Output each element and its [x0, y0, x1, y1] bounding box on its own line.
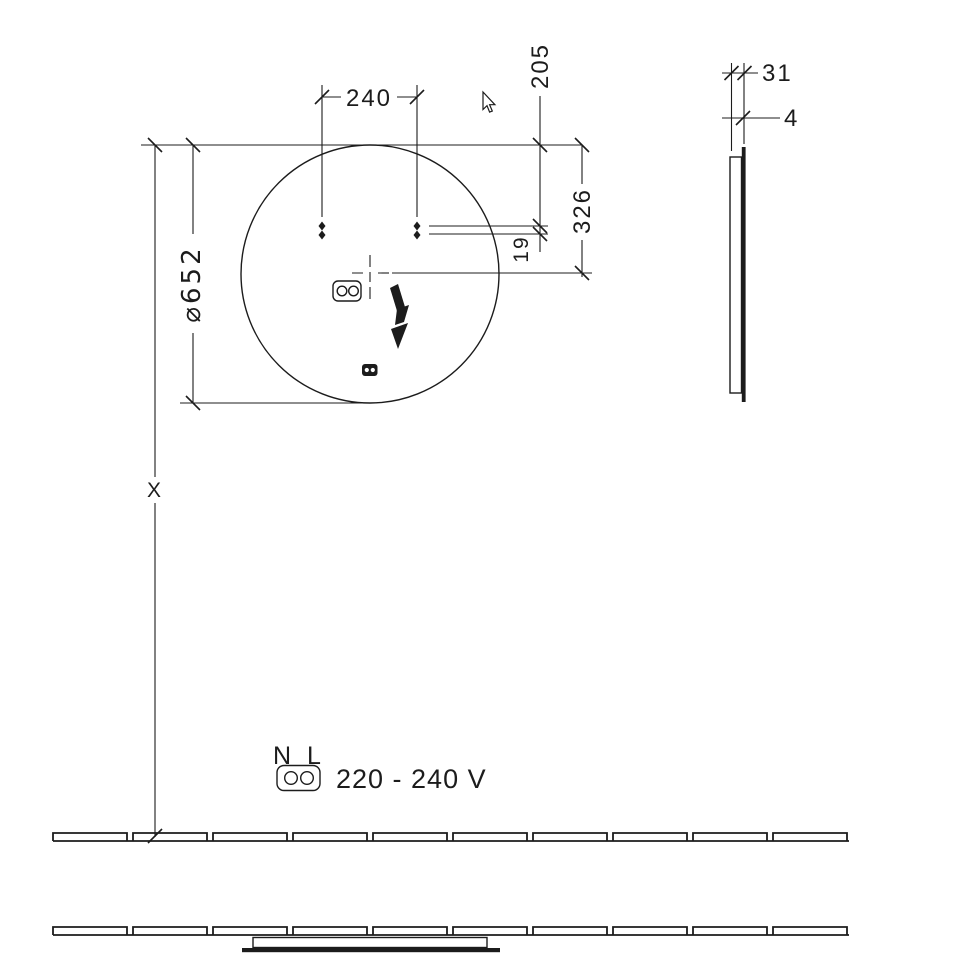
dim-glass-thickness [722, 105, 799, 132]
dim-label-31: 31 [762, 60, 793, 87]
side-view [722, 60, 799, 402]
dim-label-4: 4 [784, 105, 800, 132]
terminal-l-label: L [307, 742, 321, 770]
wall-section-upper [53, 833, 849, 841]
dim-label-326: 326 [569, 187, 596, 235]
power-socket-icon [333, 281, 361, 301]
wall-tile-segments [53, 833, 847, 841]
wall-section-lower [53, 927, 849, 935]
lightning-bolt-icon [390, 284, 409, 349]
dim-mounting-height [147, 138, 163, 843]
dim-depth [722, 60, 793, 87]
dim-top-to-center [569, 138, 596, 280]
electrical-legend [273, 742, 487, 794]
mirror-glass-plan [242, 948, 500, 952]
cursor-icon [483, 92, 495, 112]
wall-tile-segments [53, 927, 847, 935]
power-inlet-icon [362, 364, 378, 376]
dim-label-x: X [146, 479, 164, 502]
mirror-body-profile [730, 157, 742, 393]
voltage-label: 220 - 240 V [336, 764, 487, 794]
dim-label-diameter: ⌀652 [177, 245, 207, 323]
dim-top-to-hole [510, 43, 554, 263]
plan-view [242, 938, 500, 953]
terminal-n-label: N [272, 742, 292, 770]
front-view [141, 43, 596, 843]
dim-label-205: 205 [527, 42, 554, 90]
dim-label-240: 240 [345, 85, 393, 112]
mirror-glass-profile [742, 147, 746, 402]
dim-diameter [177, 138, 207, 410]
mirror-body-plan [253, 938, 487, 948]
mounting-point-left-icon [319, 222, 326, 240]
dim-label-19: 19 [510, 235, 533, 263]
mounting-point-right-icon [414, 222, 421, 240]
